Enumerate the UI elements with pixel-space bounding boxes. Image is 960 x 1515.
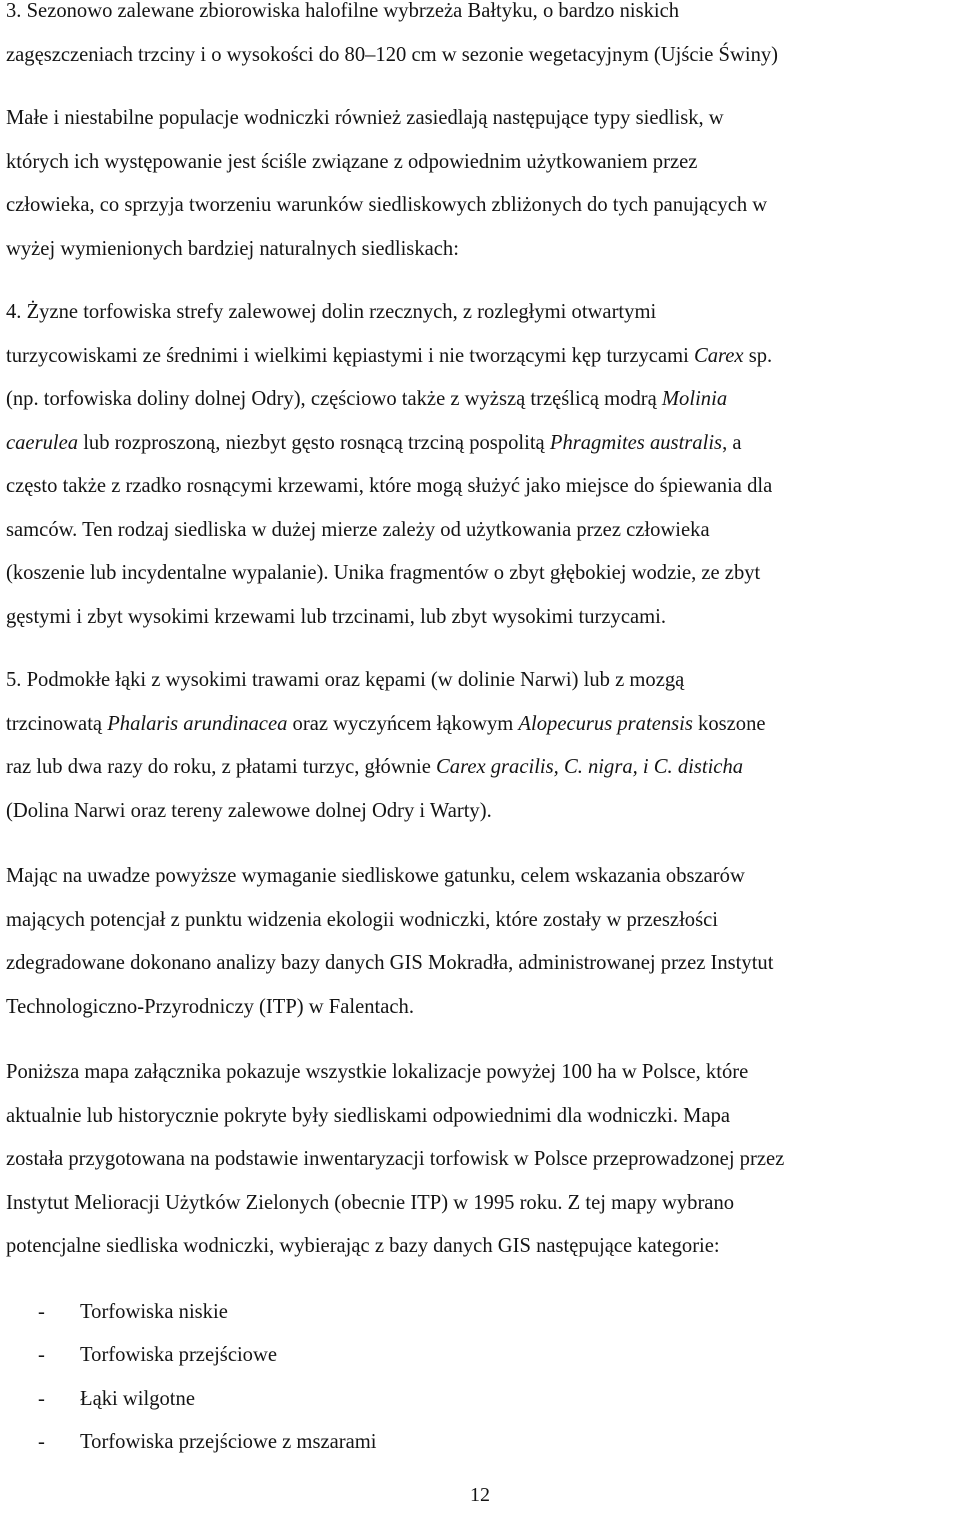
text-line: samców. Ten rodzaj siedliska w dużej mierze zależy od użytkowania przez człowieka [6,518,710,541]
list-item [6,1291,960,1335]
text-line: Poniższa mapa załącznika pokazuje wszystkie lokalizacje powyżej 100 ha w Polsce, które [6,1061,749,1083]
text-line: mających potencjał z punktu widzenia ekologii wodniczki, które zostały w przeszłości [6,908,718,931]
text-line: człowieka, co sprzyja tworzeniu warunków siedliskowych zbliżonych do tych panujących w [6,194,768,216]
intro-paragraph [6,97,960,271]
document-page [6,0,960,1465]
list-item-label: Torfowiska przejściowe [80,1344,277,1366]
species-name: Carex gracilis, C. nigra, i C. disticha [436,756,744,778]
text-line: (koszenie lub incydentalne wypalanie). Unika fragmentów o zbyt głębokiej wodzie, ze zbyt [6,562,761,584]
text-line: Technologiczno-Przyrodniczy (ITP) w Falentach. [6,995,415,1018]
text-line: caerulea lub rozproszoną, niezbyt gęsto rosnącą trzciną pospolitą Phragmites australis, a [6,431,742,454]
list-dash: - [38,1344,45,1366]
habitat-item-4 [6,291,960,639]
text-line: zagęszczeniach trzciny i o wysokości do 80–120 cm w sezonie wegetacyjnym (Ujście Świny) [6,43,779,66]
species-name: Phragmites australis [549,431,723,454]
text-line: 4. Żyzne torfowiska strefy zalewowej dolin rzecznych, z rozległymi otwartymi [6,301,657,323]
text-line: wyżej wymienionych bardziej naturalnych siedliskach: [6,237,459,260]
text-line: 3. Sezonowo zalewane zbiorowiska halofilne wybrzeża Bałtyku, o bardzo niskich [6,0,680,22]
text-line: często także z rzadko rosnącymi krzewami, które mogą służyć jako miejsce do śpiewania dla [6,475,773,497]
text-line: aktualnie lub historycznie pokryte były siedliskami odpowiednimi dla wodniczki. Mapa [6,1104,731,1127]
text-line: Małe i niestabilne populacje wodniczki również zasiedlają następujące typy siedlisk, w [6,107,724,129]
map-description-paragraph [6,1051,960,1269]
text-line: gęstymi i zbyt wysokimi krzewami lub trzcinami, lub zbyt wysokimi turzycami. [6,605,667,628]
species-name: Phalaris arundinacea [107,712,288,735]
species-name: Molinia [661,388,728,410]
species-name: Alopecurus pratensis [518,712,693,735]
species-name: Carex [693,344,744,367]
text-line: została przygotowana na podstawie inwentaryzacji torfowisk w Polsce przeprowadzonej przez [6,1148,785,1170]
text-line: zdegradowane dokonano analizy bazy danych GIS Mokradła, administrowanej przez Instytut [6,952,774,974]
text-line: Mając na uwadze powyższe wymaganie siedliskowe gatunku, celem wskazania obszarów [6,865,745,887]
text-line: trzcinowatą Phalaris arundinacea oraz wyczyńcem łąkowym Alopecurus pratensis koszone [6,712,766,735]
category-list [6,1291,960,1465]
habitat-item-5 [6,659,960,833]
text-line: potencjalne siedliska wodniczki, wybierając z bazy danych GIS następujące kategorie: [6,1235,720,1257]
species-name: caerulea [6,431,79,454]
list-item [6,1334,960,1378]
page-number: 12 [470,1484,490,1506]
text-line: Instytut Melioracji Użytków Zielonych (obecnie ITP) w 1995 roku. Z tej mapy wybrano [6,1191,735,1214]
text-line: (np. torfowiska doliny dolnej Odry), częściowo także z wyższą trzęślicą modrą Molinia [6,388,728,410]
gis-analysis-paragraph [6,855,960,1029]
text-line: 5. Podmokłe łąki z wysokimi trawami oraz kępami (w dolinie Narwi) lub z mozgą [6,669,685,691]
text-line: (Dolina Narwi oraz tereny zalewowe dolnej Odry i Warty). [6,799,492,822]
list-item [6,1421,960,1465]
list-item-label: Torfowiska przejściowe z mszarami [80,1431,377,1453]
list-dash: - [38,1431,45,1453]
habitat-item-3 [6,0,960,77]
text-line: turzycowiskami ze średnimi i wielkimi kępiastymi i nie tworzącymi kęp turzycami Carex sp. [6,344,773,367]
list-dash: - [38,1387,45,1410]
list-dash: - [38,1300,45,1323]
text-line: których ich występowanie jest ściśle związane z odpowiednim użytkowaniem przez [6,150,698,173]
list-item-label: Łąki wilgotne [80,1387,195,1410]
text-line: raz lub dwa razy do roku, z płatami turzyc, głównie Carex gracilis, C. nigra, i C. disticha [6,756,744,778]
list-item-label: Torfowiska niskie [80,1300,228,1323]
list-item [6,1378,960,1422]
